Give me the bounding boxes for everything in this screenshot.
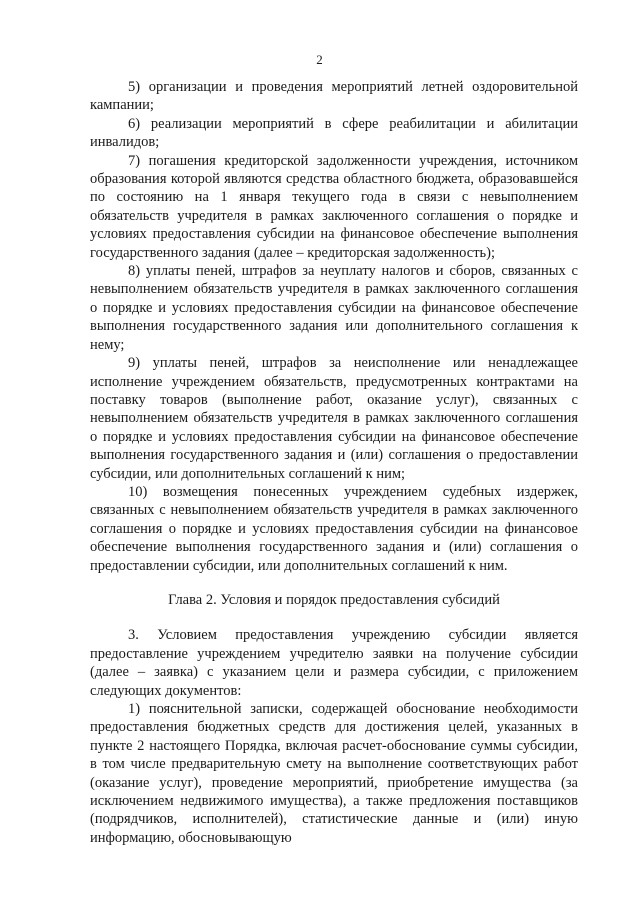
paragraph: 8) уплаты пеней, штрафов за неуплату налогов и сборов, связанных с невыполнением обязательств учредителя в рамках заключенного соглашения о порядке и условиях предоставления субсидии на финансовое обеспечение выполнения государственного задания или дополнительного соглашения к нему; <box>90 263 578 353</box>
page-number: 2 <box>316 52 323 67</box>
chapter-heading: Глава 2. Условия и порядок предоставления субсидий <box>168 591 500 608</box>
paragraph: 9) уплаты пеней, штрафов за неисполнение или ненадлежащее исполнение учреждением обязательств, предусмотренных контрактами на поставку товаров (выполнение работ, оказание услуг), связанных с невыполнением обязательств учредителя в рамках заключенного соглашения о порядке и условиях предоставления субсидии на финансовое обеспечение выполнения государственного задания и (или) соглашения о предоставлении субсидии, или дополнительных соглашений к ним; <box>90 355 578 482</box>
paragraph: 7) погашения кредиторской задолженности учреждения, источником образования которой являются средства областного бюджета, образовавшейся по состоянию на 1 января текущего года в связи с невыполнением обязательств учредителя в рамках заключенного соглашения о порядке и условиях предоставления субсидии на финансовое обеспечение выполнения государственного задания (далее – кредиторская задолженность); <box>90 152 578 261</box>
paragraph: 1) пояснительной записки, содержащей обоснование необходимости предоставления бюджетных средств для достижения целей, указанных в пункте 2 настоящего Порядка, включая расчет-обоснование суммы субсидии, в том числе предварительную смету на выполнение соответствующих работ (оказание услуг), проведение мероприятий, приобретение имущества (за исключением недвижимого имущества), а также предложения поставщиков (подрядчиков, исполнителей), статистические данные и (или) иную информацию, обосновывающую <box>90 701 578 846</box>
paragraph: 5) организации и проведения мероприятий летней оздоровительной кампании; <box>90 79 578 114</box>
paragraph: 3. Условием предоставления учреждению субсидии является предоставление учреждением учредителю заявки на получение субсидии (далее – заявка) с указанием цели и размера субсидии, с приложением следующих документов: <box>90 627 578 699</box>
document-body <box>90 78 578 847</box>
paragraph: 6) реализации мероприятий в сфере реабилитации и абилитации инвалидов; <box>90 115 578 151</box>
paragraph: 10) возмещения понесенных учреждением судебных издержек, связанных с невыполнением обязательств учредителя в рамках заключенного соглашения о порядке и условиях предоставления субсидии на финансовое обеспечение выполнения государственного задания и (или) соглашения о предоставлении субсидии, или дополнительных соглашений к ним. <box>90 483 578 574</box>
